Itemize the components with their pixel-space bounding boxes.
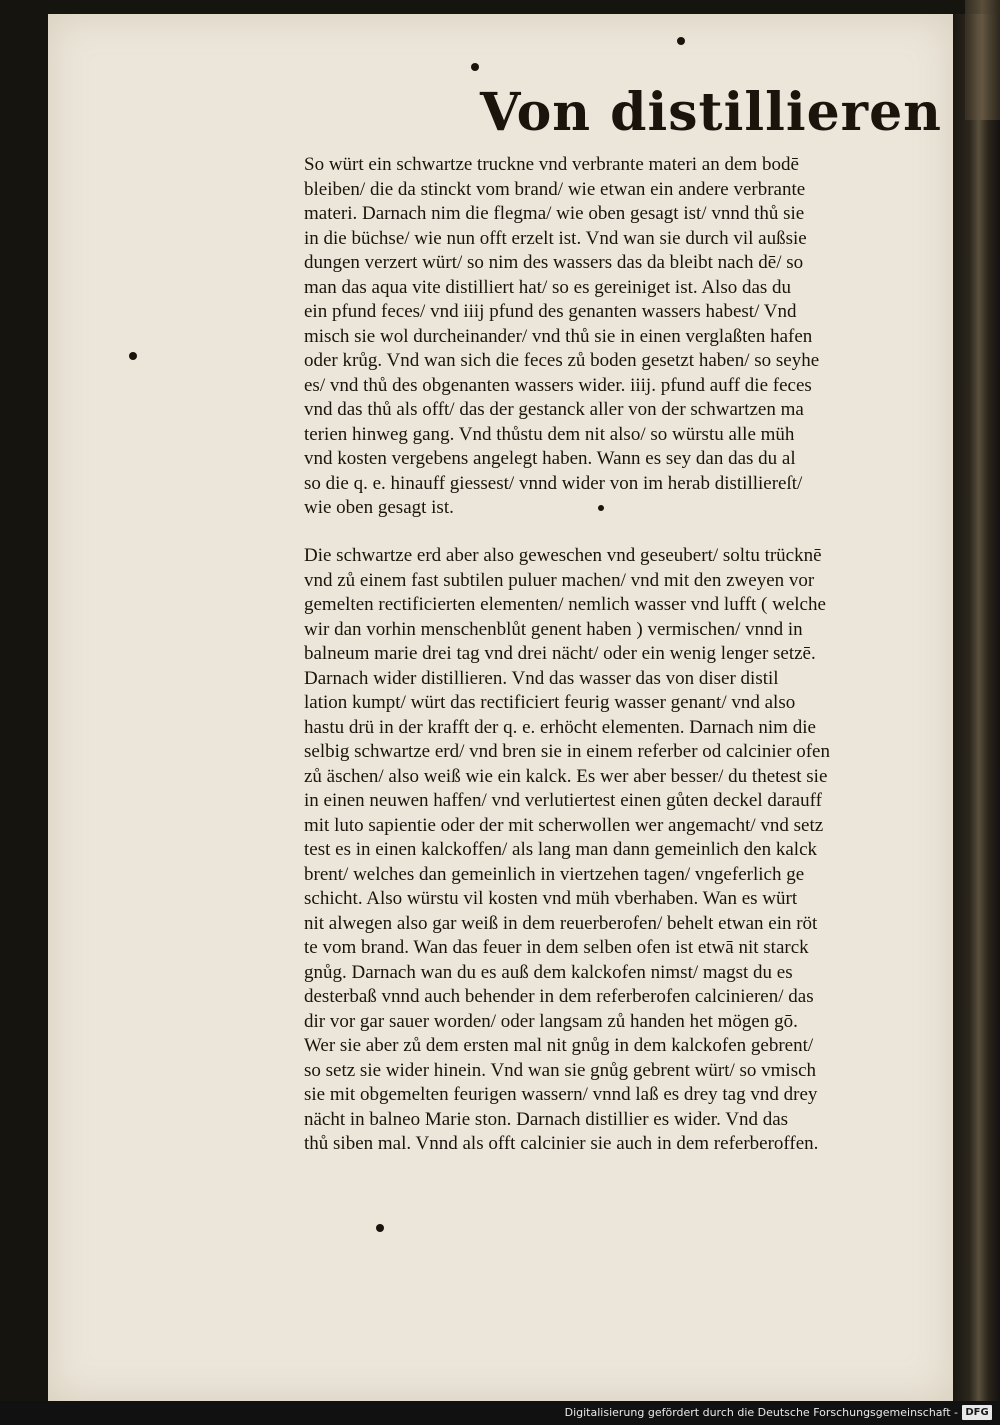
text-line: vnd zů einem fast subtilen puluer machen/ vnd mit den zweyen vor (304, 569, 815, 591)
text-line: So würt ein schwartze truckne vnd verbrante materi an dem bodē (304, 154, 799, 175)
text-line: zů äschen/ also weiß wie ein kalck. Es wer aber besser/ du thetest sie (304, 765, 828, 787)
ink-speck (376, 1224, 384, 1232)
text-line: lation kumpt/ würt das rectificiert feurig wasser genant/ vnd also (304, 692, 796, 713)
text-line: gemelten rectificierten elementen/ nemlich wasser vnd lufft ( welche (304, 594, 826, 615)
ink-speck (677, 37, 685, 45)
text-line: bleiben/ die da stinckt vom brand/ wie etwan ein andere verbrante (304, 178, 806, 200)
text-line: in die büchse/ wie nun offt erzelt ist. Vnd wan sie durch vil außsie (304, 227, 807, 249)
text-line: selbig schwartze erd/ vnd bren sie in einem referber od calcinier ofen (304, 741, 830, 762)
text-line: test es in einen kalckoffen/ als lang man dann gemeinlich den kalck (304, 839, 818, 860)
text-line: vnd kosten vergebens angelegt haben. Wann es sey dan das du al (304, 448, 796, 469)
text-line: materi. Darnach nim die flegma/ wie oben gesagt ist/ vnnd thů sie (304, 203, 805, 224)
book-spine-highlight (965, 0, 1000, 120)
paragraph-one (304, 153, 932, 521)
page-heading: Von distillieren (480, 82, 942, 143)
ink-speck (471, 63, 479, 71)
book-spine-edge (953, 14, 1000, 1401)
text-line: mit luto sapientie oder der mit scherwollen wer angemacht/ vnd setz (304, 814, 824, 836)
text-line: sie mit obgemelten feurigen wassern/ vnnd laß es drey tag vnd drey (304, 1084, 818, 1105)
text-line: Wer sie aber zů dem ersten mal nit gnůg in dem kalckofen gebrent/ (304, 1035, 814, 1056)
text-line: vnd das thů als offt/ das der gestanck aller von der schwartzen ma (304, 399, 804, 420)
text-line: schicht. Also würstu vil kosten vnd müh vberhaben. Wan es würt (304, 888, 798, 909)
text-line: man das aqua vite distilliert hat/ so es gereiniget ist. Also das du (304, 276, 792, 298)
text-line: dir vor gar sauer worden/ oder langsam zů handen het mögen gō. (304, 1010, 798, 1032)
text-line: in einen neuwen haffen/ vnd verlutiertest einen gůten deckel darauff (304, 790, 822, 811)
footer-bar (0, 1401, 1000, 1425)
text-line: nächt in balneo Marie ston. Darnach distillier es wider. Vnd das (304, 1108, 789, 1130)
text-line: ein pfund feces/ vnd iiij pfund des genanten wassers habest/ Vnd (304, 301, 797, 322)
text-line: balneum marie drei tag vnd drei nächt/ oder ein wenig lenger setzē. (304, 643, 816, 664)
text-line: hastu drü in der krafft der q. e. erhöcht elementen. Darnach nim die (304, 716, 816, 738)
text-line: oder krůg. Vnd wan sich die feces zů boden gesetzt haben/ so seyhe (304, 350, 820, 371)
text-line: brent/ welches dan gemeinlich in viertzehen tagen/ vngeferlich ge (304, 863, 805, 885)
text-line: so setz sie wider hinein. Vnd wan sie gnůg gebrent würt/ so vmisch (304, 1059, 817, 1081)
text-line: so die q. e. hinauff giessest/ vnnd wider von im herab distilliereſt/ (304, 472, 803, 494)
text-line: gnůg. Darnach wan du es auß dem kalckofen nimst/ magst du es (304, 961, 793, 983)
text-line: wie oben gesagt ist. (304, 497, 454, 518)
text-line: desterbaß vnnd auch behender in dem referberofen calcinieren/ das (304, 986, 814, 1007)
text-line: wir dan vorhin menschenblůt genent haben ) vermischen/ vnnd in (304, 618, 803, 640)
footer-credit: Digitalisierung gefördert durch die Deutsche Forschungsgemeinschaft - (564, 1406, 958, 1419)
text-line: thů siben mal. Vnnd als offt calcinier sie auch in dem referberoffen. (304, 1133, 819, 1154)
text-line: terien hinweg gang. Vnd thůstu dem nit also/ so würstu alle müh (304, 423, 795, 445)
text-line: nit alwegen also gar weiß in dem reuerberofen/ behelt etwan ein röt (304, 912, 818, 934)
dfg-logo: DFG (962, 1405, 992, 1420)
text-line: te vom brand. Wan das feuer in dem selben ofen ist etwā nit starck (304, 937, 809, 958)
text-line: misch sie wol durcheinander/ vnd thů sie in einen verglaßten hafen (304, 325, 813, 347)
ink-speck (129, 352, 137, 360)
text-line: Die schwartze erd aber also geweschen vnd geseubert/ soltu trücknē (304, 545, 822, 566)
text-line: dungen verzert würt/ so nim des wassers das da bleibt nach dē/ so (304, 252, 804, 273)
paragraph-two (304, 544, 932, 1157)
text-line: es/ vnd thů des obgenanten wassers wider. iiij. pfund auff die feces (304, 374, 812, 396)
text-line: Darnach wider distillieren. Vnd das wasser das von diser distil (304, 667, 779, 689)
